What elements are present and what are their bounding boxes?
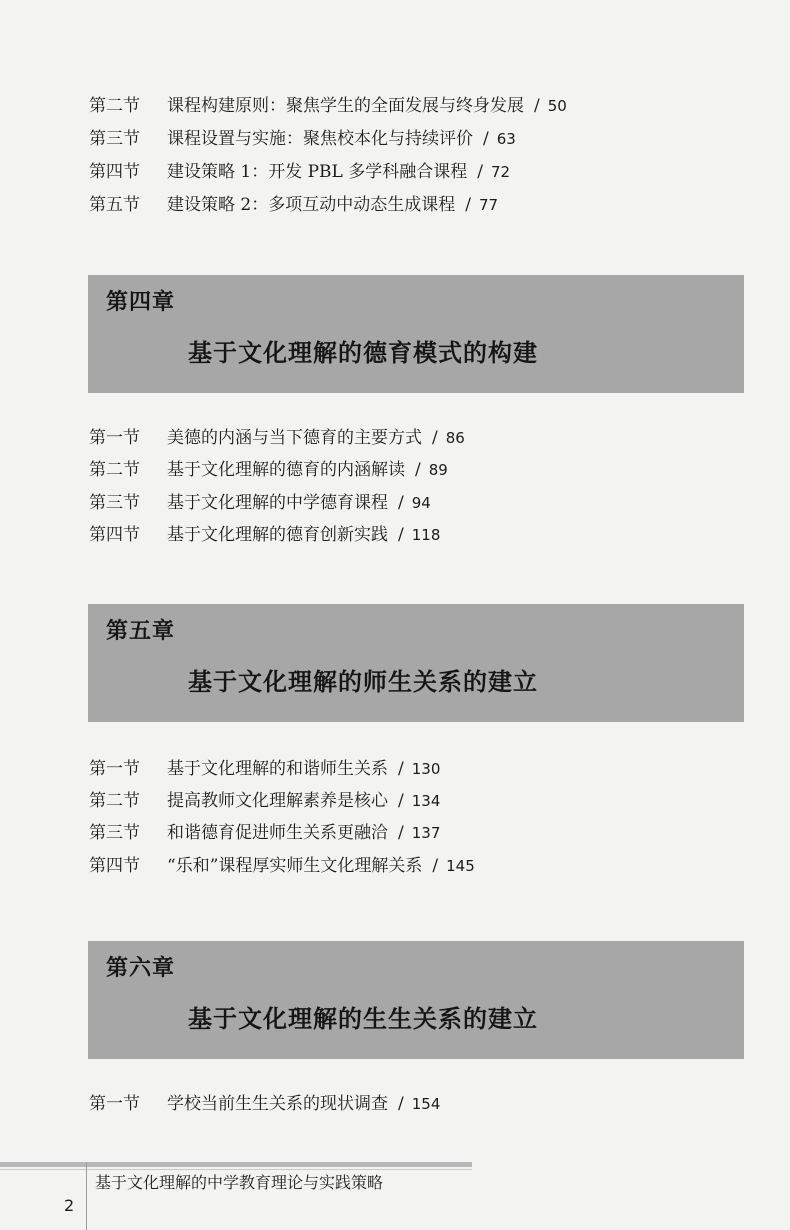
toc-separator: /: [432, 428, 438, 448]
toc-page-number: 134: [411, 792, 441, 810]
toc-entry[interactable]: [89, 818, 440, 848]
toc-section-title: 建设策略 2：多项互动中动态生成课程: [167, 195, 456, 215]
toc-separator: /: [483, 129, 489, 149]
chapter-heading-band[interactable]: [88, 941, 744, 1059]
toc-page-number: 130: [411, 760, 441, 778]
toc-section-title: 基于文化理解的和谐师生关系: [167, 759, 388, 779]
running-book-title: 基于文化理解的中学教育理论与实践策略: [95, 1173, 384, 1192]
toc-section-title: 基于文化理解的德育的内涵解读: [167, 460, 405, 480]
toc-section-number: 第五节: [89, 195, 140, 215]
toc-separator: /: [398, 493, 404, 513]
chapter-title: 基于文化理解的师生关系的建立: [188, 667, 538, 696]
toc-separator: /: [398, 791, 404, 811]
toc-section-number: 第四节: [89, 525, 140, 545]
toc-section-number: 第三节: [89, 493, 140, 513]
toc-entry[interactable]: [89, 851, 475, 881]
footer-rule: [0, 1162, 472, 1167]
toc-entry[interactable]: [89, 786, 440, 816]
toc-page-number: 89: [428, 461, 448, 479]
toc-section-title: 基于文化理解的中学德育课程: [167, 493, 388, 513]
toc-section-title: 和谐德育促进师生关系更融洽: [167, 823, 388, 843]
toc-section-title: 提高教师文化理解素养是核心: [167, 791, 388, 811]
chapter-number: 第六章: [106, 955, 176, 981]
chapter-title: 基于文化理解的德育模式的构建: [188, 338, 538, 367]
chapter-heading-band[interactable]: [88, 275, 744, 393]
toc-entry[interactable]: [89, 157, 510, 187]
toc-page-number: 118: [411, 526, 441, 544]
toc-section-number: 第二节: [89, 460, 140, 480]
page-number: 2: [64, 1196, 75, 1215]
toc-section-title: 美德的内涵与当下德育的主要方式: [167, 428, 422, 448]
toc-page-number: 154: [411, 1095, 441, 1113]
toc-section-number: 第一节: [89, 759, 140, 779]
toc-section-number: 第二节: [89, 791, 140, 811]
toc-section-number: 第四节: [89, 162, 140, 182]
toc-entry[interactable]: [89, 1089, 440, 1119]
toc-separator: /: [398, 759, 404, 779]
toc-separator: /: [398, 1094, 404, 1114]
toc-page-number: 145: [446, 857, 475, 875]
toc-separator: /: [477, 162, 483, 182]
chapter-heading-band[interactable]: [88, 604, 744, 722]
toc-page-number: 86: [445, 429, 465, 447]
toc-page-number: 94: [411, 494, 431, 512]
toc-entry[interactable]: [89, 455, 448, 485]
toc-separator: /: [465, 195, 471, 215]
chapter-title: 基于文化理解的生生关系的建立: [188, 1004, 538, 1033]
toc-section-number: 第一节: [89, 428, 140, 448]
toc-section-number: 第一节: [89, 1094, 140, 1114]
toc-section-title: 学校当前生生关系的现状调查: [167, 1094, 388, 1114]
toc-section-title: 课程构建原则：聚焦学生的全面发展与终身发展: [167, 96, 524, 116]
toc-section-number: 第三节: [89, 129, 140, 149]
footer-divider: [86, 1162, 87, 1230]
toc-separator: /: [415, 460, 421, 480]
toc-page-number: 72: [490, 163, 511, 181]
toc-page-number: 50: [547, 97, 567, 115]
toc-entry[interactable]: [89, 423, 465, 453]
toc-entry[interactable]: [89, 754, 440, 784]
toc-section-number: 第二节: [89, 96, 140, 116]
toc-section-title: 建设策略 1：开发 PBL 多学科融合课程: [167, 162, 468, 182]
chapter-number: 第五章: [106, 618, 176, 644]
toc-separator: /: [432, 856, 439, 876]
toc-page-number: 77: [478, 196, 499, 214]
toc-entry[interactable]: [89, 520, 440, 550]
toc-page-number: 137: [411, 824, 441, 842]
toc-entry[interactable]: [89, 190, 498, 220]
toc-entry[interactable]: [89, 488, 431, 518]
chapter-number: 第四章: [106, 289, 176, 315]
toc-entry[interactable]: [89, 124, 516, 154]
toc-section-title: 基于文化理解的德育创新实践: [167, 525, 388, 545]
toc-page-number: 63: [496, 130, 516, 148]
toc-separator: /: [398, 823, 404, 843]
toc-section-number: 第三节: [89, 823, 140, 843]
toc-section-title: 课程设置与实施：聚焦校本化与持续评价: [167, 129, 473, 149]
toc-separator: /: [534, 96, 540, 116]
toc-separator: /: [398, 525, 404, 545]
toc-section-number: 第四节: [89, 856, 140, 876]
toc-section-title: “乐和”课程厚实师生文化理解关系: [167, 856, 423, 876]
toc-entry[interactable]: [89, 91, 567, 121]
